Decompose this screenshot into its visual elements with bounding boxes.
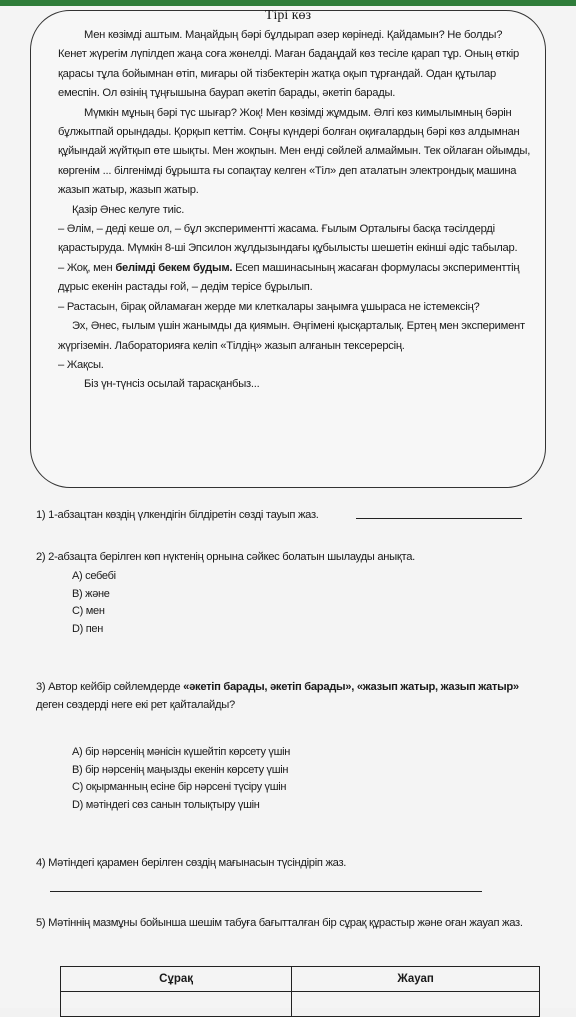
paragraph-6: – Растасын, бірақ ойламаған жерде ми клеткалары заңымға ұшыраса не істемексің?: [58, 300, 480, 313]
option-d[interactable]: D) мәтіндегі сөз санын толықтыру үшін: [72, 798, 260, 811]
passage-text: [58, 26, 532, 395]
table-cell-answer[interactable]: [292, 992, 540, 1017]
option-c[interactable]: С) мен: [72, 605, 105, 617]
paragraph-7: Эх, Әнес, ғылым үшін жанымды да қиямын. Әңгімені қысқарталық. Ертең мен эксперимент жүргіземін. Лабораторияға келіп «Тілдің» жазып алғанын тексерерсің.: [58, 320, 525, 352]
option-b[interactable]: В) бір нәрсенің маңызды екенін көрсету үшін: [72, 763, 289, 776]
answer-table: [60, 966, 540, 1017]
question-1: 1) 1-абзацтан көздің үлкендігін білдіретін сөзді тауып жаз.: [36, 509, 319, 521]
paragraph-4: – Әлім, – деді кеше ол, – бұл экспериментті жасама. Ғылым Орталығы басқа тәсілдерді қарастыруда. Мүмкін 8-ші Эпсилон жұлдызындағы құбылысты шешетін екінші әдіс табылар.: [58, 223, 518, 255]
question-2-options: [72, 568, 532, 638]
table-header-question: Сұрақ: [61, 967, 292, 992]
paragraph-3: Қазір Әнес келуге тиіс.: [72, 203, 185, 216]
option-a[interactable]: А) бір нәрсенің мәнісін күшейтіп көрсету үшін: [72, 746, 291, 758]
paragraph-2: Мүмкін мұның бәрі түс шығар? Жоқ! Мен көзімді жұмдым. Әлгі көз кимылымның бәрін бұлжытпай орындады. Қорқып кеттім. Соңғы күндері болған оқиғалардың бәрі көз алдымнан құйындай жүйтқып өте шықты. Мен жоқпын. Мен енді сөйлей алмаймын. Тек ойлаған ойымды, көргенім ... білгенімді бұрышта ғы сопақтау келген «Тіл» деп аталатын электрондық машина жазып жатыр, жазып жатыр.: [58, 106, 531, 197]
passage-title: Тірі көз: [264, 8, 312, 23]
option-d[interactable]: D) пен: [72, 622, 104, 635]
answer-line-4[interactable]: [50, 891, 482, 892]
option-a[interactable]: А) себебі: [72, 570, 116, 582]
question-3-options: [72, 744, 532, 814]
table-header-answer: Жауап: [292, 967, 540, 992]
table-row: [61, 992, 540, 1017]
option-c[interactable]: С) оқырманның есіне бір нәрсені түсіру үшін: [72, 781, 287, 793]
worksheet-page: [0, 6, 576, 1008]
option-b[interactable]: В) және: [72, 587, 110, 600]
paragraph-5: – Жоқ, мен белімді бекем будым. Есеп машинасының жасаған формуласы эксперименттің дұрыс екенін растады ғой, – дедім терісе бұрылып.: [58, 261, 520, 294]
question-2: 2) 2-абзацта берілген көп нүктенің орнына сәйкес болатын шылауды анықта.: [36, 551, 415, 563]
paragraph-1: Мен көзімді аштым. Маңайдың бәрі бұлдырап әзер көрінеді. Қайдамын? Не болды? Кенет жүрегім лүпілдеп жаңа соға жөнелді. Маған бадаңдай көз тесіле қарап тұр. Оның өткір қарасы тұла бойымнан өтіп, миғары ой тізбектерін жатқа оқып тұрғандай. Одан құтылар емеспін. Ол өзінің тұңғышына баурап әкетіп барады, әкетіп барады.: [58, 29, 520, 100]
question-5: 5) Мәтіннің мазмұны бойынша шешім табуға бағытталған бір сұрақ құрастыр және оған жауап жаз.: [36, 917, 523, 929]
question-3: 3) Автор кейбір сөйлемдерде «әкетіп барады, әкетіп барады», «жазып жатыр, жазып жатыр» деген сөздерді неге екі рет қайталайды?: [36, 681, 519, 711]
answer-line-1[interactable]: [356, 518, 522, 519]
bold-phrase: белімді бекем будым.: [115, 261, 233, 274]
question-4: 4) Мәтіндегі қарамен берілген сөздің мағынасын түсіндіріп жаз.: [36, 857, 347, 869]
paragraph-8: – Жақсы.: [58, 358, 104, 371]
table-cell-question[interactable]: [61, 992, 292, 1017]
paragraph-9: Біз үн-түнсіз осылай тарасқанбыз...: [84, 378, 260, 391]
